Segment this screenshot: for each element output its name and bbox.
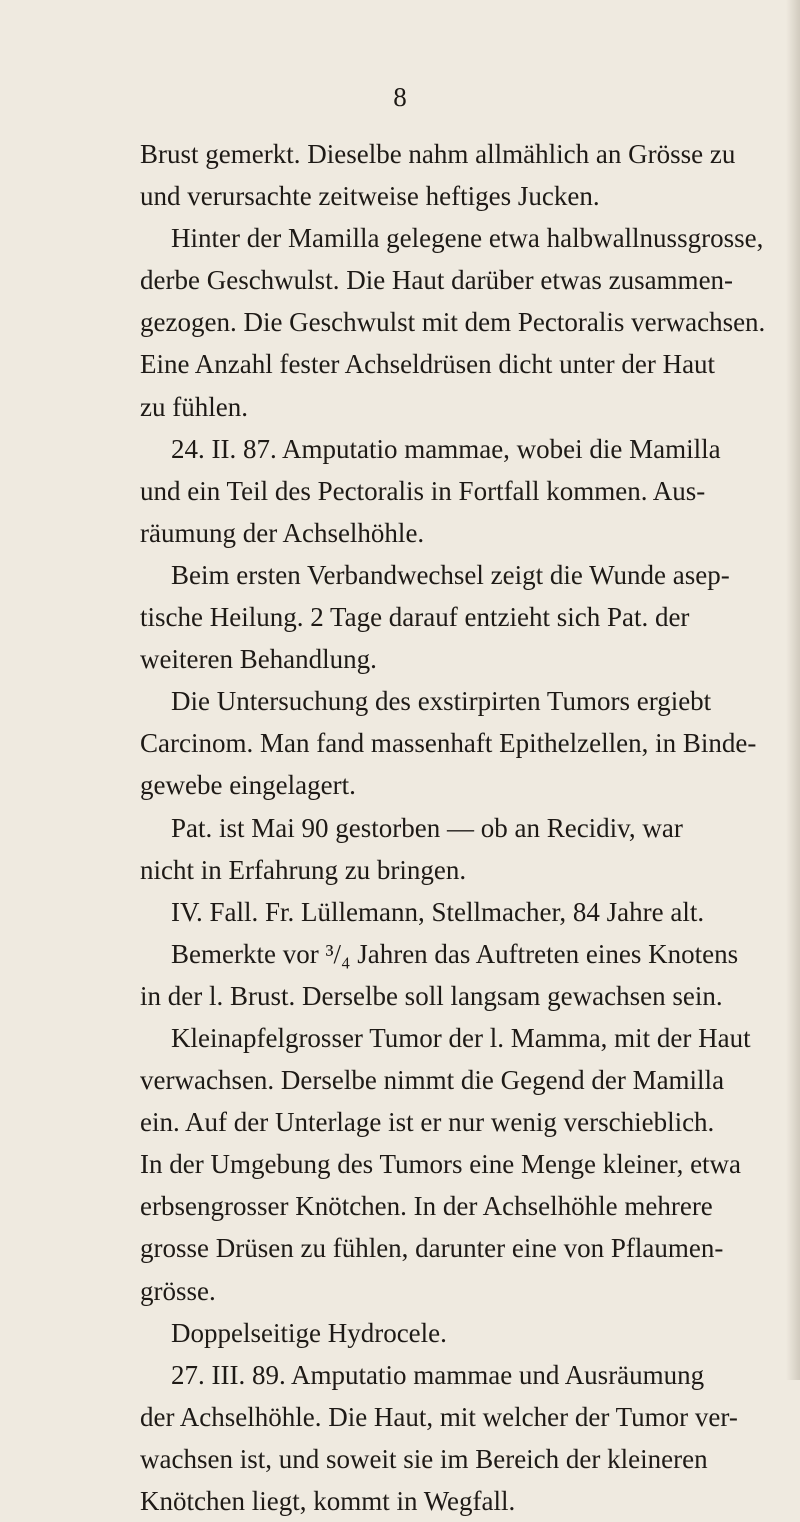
text-line: Carcinom. Man fand massenhaft Epithelzellen, in Binde- bbox=[140, 728, 757, 759]
text-line: grosse Drüsen zu fühlen, darunter eine von Pflaumen- bbox=[140, 1233, 724, 1264]
text-line: In der Umgebung des Tumors eine Menge kleiner, etwa bbox=[140, 1149, 742, 1180]
text-line: Bemerkte vor ³/₄ Jahren das Auftreten eines Knotens bbox=[171, 938, 739, 969]
page-edge-shadow bbox=[786, 0, 800, 1380]
text-line: und ein Teil des Pectoralis in Fortfall kommen. Aus- bbox=[140, 475, 706, 506]
text-line: nicht in Erfahrung zu bringen. bbox=[140, 854, 467, 885]
text-line: Brust gemerkt. Dieselbe nahm allmählich an Grösse zu bbox=[140, 139, 736, 169]
text-line: Kleinapfelgrosser Tumor der l. Mamma, mit der Haut bbox=[171, 1022, 751, 1053]
text-line: Knötchen liegt, kommt in Wegfall. bbox=[140, 1486, 516, 1516]
text-line: 24. II. 87. Amputatio mammae, wobei die Mamilla bbox=[171, 433, 721, 464]
text-line: in der l. Brust. Derselbe soll langsam gewachsen sein. bbox=[140, 980, 723, 1011]
text-line: gewebe eingelagert. bbox=[140, 770, 356, 801]
text-line: räumung der Achselhöhle. bbox=[140, 517, 425, 548]
text-line: Beim ersten Verbandwechsel zeigt die Wunde asep- bbox=[171, 559, 730, 590]
text-line: ein. Auf der Unterlage ist er nur wenig verschieblich. bbox=[140, 1107, 715, 1138]
text-line: Pat. ist Mai 90 gestorben — ob an Recidiv, war bbox=[171, 812, 683, 843]
text-line: Die Untersuchung des exstirpirten Tumors ergiebt bbox=[171, 686, 712, 717]
text-line: und verursachte zeitweise heftiges Jucken. bbox=[140, 181, 600, 212]
text-line: verwachsen. Derselbe nimmt die Gegend der Mamilla bbox=[140, 1065, 725, 1096]
text-line: Hinter der Mamilla gelegene etwa halbwallnussgrosse, bbox=[171, 223, 764, 254]
text-line: Doppelseitige Hydrocele. bbox=[171, 1317, 447, 1348]
text-line: Eine Anzahl fester Achseldrüsen dicht unter der Haut bbox=[140, 349, 716, 380]
text-line: gezogen. Die Geschwulst mit dem Pectoralis verwachsen. bbox=[140, 307, 766, 338]
text-line: 27. III. 89. Amputatio mammae und Ausräumung bbox=[171, 1359, 705, 1390]
text-line: weiteren Behandlung. bbox=[140, 644, 377, 675]
text-line: tische Heilung. 2 Tage darauf entzieht sich Pat. der bbox=[140, 602, 690, 633]
text-line: zu fühlen. bbox=[140, 391, 248, 422]
text-line: grösse. bbox=[140, 1275, 216, 1306]
body-text bbox=[140, 133, 766, 1522]
page-number: 8 bbox=[393, 82, 407, 112]
text-line: der Achselhöhle. Die Haut, mit welcher der Tumor ver- bbox=[140, 1401, 738, 1432]
text-line: erbsengrosser Knötchen. In der Achselhöhle mehrere bbox=[140, 1191, 713, 1222]
text-line: derbe Geschwulst. Die Haut darüber etwas zusammen- bbox=[140, 265, 734, 296]
text-line: wachsen ist, und soweit sie im Bereich der kleineren bbox=[140, 1443, 708, 1474]
text-line: IV. Fall. Fr. Lüllemann, Stellmacher, 84 Jahre alt. bbox=[171, 896, 705, 927]
